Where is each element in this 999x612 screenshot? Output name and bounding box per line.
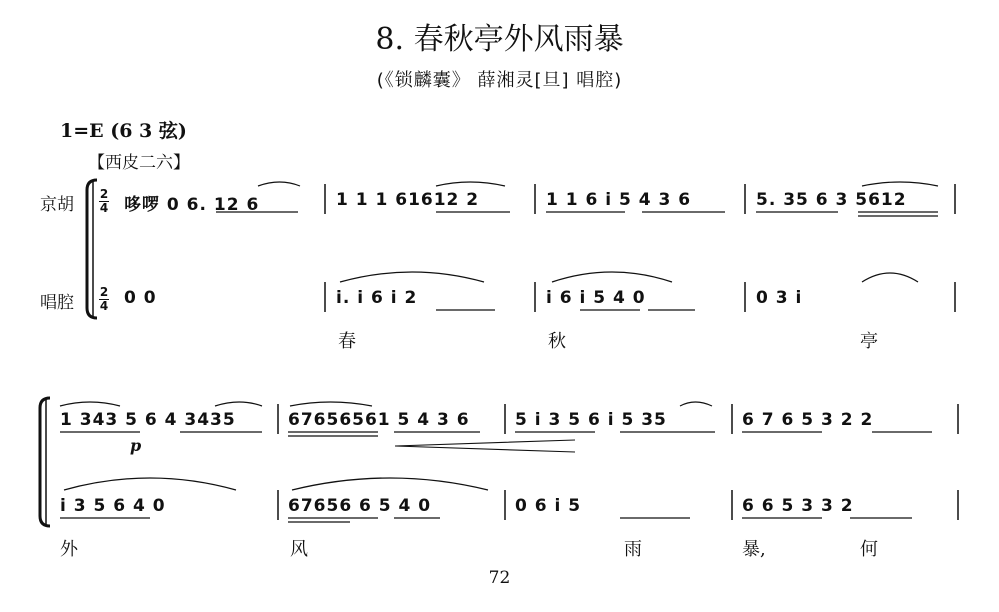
lyric: 秋 xyxy=(548,331,566,352)
lyric: 雨 xyxy=(624,539,642,560)
time-signature-bottom: 4 xyxy=(99,201,109,215)
time-signature-bottom: 4 xyxy=(99,299,109,313)
page-subtitle: (《锁麟囊》 薛湘灵[旦] 唱腔) xyxy=(376,70,623,91)
measure-vocal-5: i 3 5 6 4 0 xyxy=(60,496,166,516)
measure-jinghu-2: 1 1 1 61612 2 xyxy=(336,190,480,210)
slur xyxy=(862,273,918,282)
slur xyxy=(552,272,672,282)
time-signature-top: 2 xyxy=(99,187,109,201)
measure-vocal-3: i 6 i 5 4 0 xyxy=(546,288,646,308)
page-title: 8. 春秋亭外风雨暴 xyxy=(375,22,624,57)
slur xyxy=(436,182,505,186)
time-signature-top: 2 xyxy=(99,285,109,299)
slur xyxy=(215,402,262,406)
lyric: 外 xyxy=(60,539,78,560)
measure-vocal-1: 0 0 xyxy=(124,288,157,308)
vocal-label: 唱腔 xyxy=(40,293,74,313)
slur xyxy=(680,402,712,406)
measure-vocal-8: 6 6 5 3 3 2 xyxy=(742,496,854,516)
dynamic-marking: p xyxy=(130,436,142,455)
slur xyxy=(292,478,488,490)
slur xyxy=(60,402,120,406)
measure-vocal-2: i. i 6 i 2 xyxy=(336,288,418,308)
measure-jinghu-4: 5. 35 6 3 5612 xyxy=(756,190,907,210)
measure-jinghu-6: 67656561 5 4 3 6 xyxy=(288,410,470,430)
measure-jinghu-3: 1 1 6 i 5 4 3 6 xyxy=(546,190,692,210)
slur xyxy=(64,478,236,490)
measure-jinghu-7: 5 i 3 5 6 i 5 35 xyxy=(515,410,667,430)
measure-vocal-6: 67656 6 5 4 0 xyxy=(288,496,432,516)
page-number: 72 xyxy=(488,568,511,588)
jinghu-label: 京胡 xyxy=(40,195,74,215)
measure-vocal-4: 0 3 i xyxy=(756,288,803,308)
measure-jinghu-8: 6 7 6 5 3 2 2 xyxy=(742,410,874,430)
measure-vocal-7: 0 6 i 5 xyxy=(515,496,582,516)
slur xyxy=(258,182,300,186)
lyric: 亭 xyxy=(860,331,878,352)
lyric: 春 xyxy=(338,331,356,352)
key-signature: 1=E (6 3 弦) xyxy=(60,120,187,142)
tune-type: 【西皮二六】 xyxy=(88,153,190,173)
slur xyxy=(290,402,372,406)
system-bracket xyxy=(87,180,97,318)
measure-jinghu-5: 1 343 5 6 4 3435 xyxy=(60,410,236,430)
slur xyxy=(340,272,484,282)
slur xyxy=(862,182,938,186)
lyric: 风 xyxy=(290,539,308,560)
lyric: 暴, xyxy=(742,539,766,560)
measure-jinghu-1: 哆啰 0 6. 12 6 xyxy=(124,195,260,215)
time-signature-vocal xyxy=(99,287,109,312)
system-bracket xyxy=(40,398,50,526)
hairpin xyxy=(395,440,575,452)
lyric: 何 xyxy=(860,539,878,560)
time-signature-jinghu xyxy=(99,189,109,214)
